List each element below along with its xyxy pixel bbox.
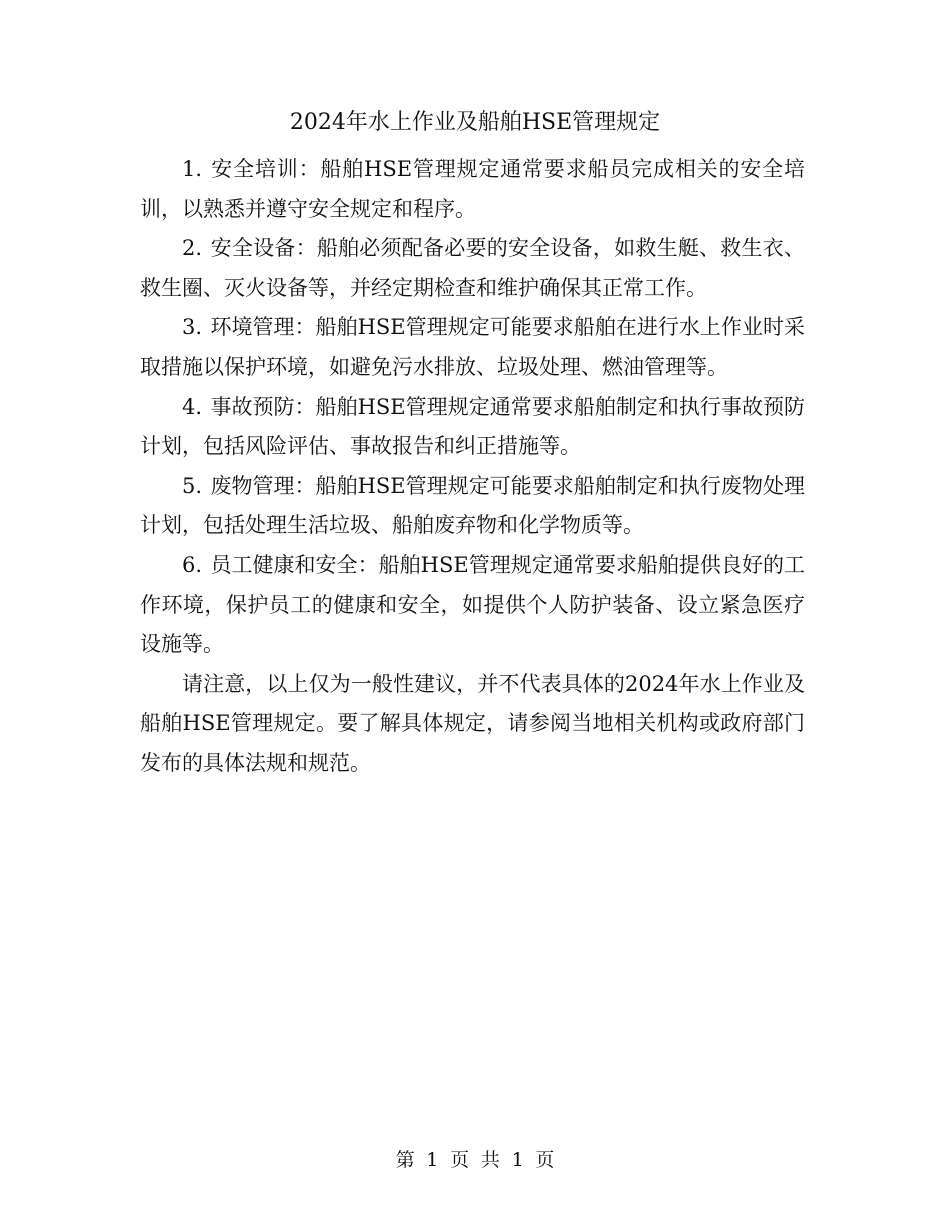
list-item-number: 5. [182,473,203,498]
list-item-number: 4. [182,394,203,419]
list-item-number: 2. [182,236,203,261]
document-title: 2024年水上作业及船舶HSE管理规定 [289,110,661,135]
list-item-text: 事故预防：船舶HSE管理规定通常要求船舶制定和执行事故预防计划，包括风险评估、事故报告和纠正措施等。 [140,394,805,459]
list-item-text: 环境管理：船舶HSE管理规定可能要求船舶在进行水上作业时采取措施以保护环境，如避免污水排放、垃圾处理、燃油管理等。 [140,315,805,379]
list-item-number: 1. [182,157,203,181]
page-number: 第 1 页 共 1 页 [395,1149,555,1171]
list-item-text: 员工健康和安全：船舶HSE管理规定通常要求船舶提供良好的工作环境，保护员工的健康和安全，如提供个人防护装备、设立紧急医疗设施等。 [140,552,805,657]
list-item-1 [140,150,805,229]
list-item-number: 3. [182,315,203,340]
list-item-text: 安全培训：船舶HSE管理规定通常要求船员完成相关的安全培训，以熟悉并遵守安全规定和程序。 [140,157,805,221]
list-item-5 [140,467,805,546]
list-item-2 [140,229,805,308]
list-item-number: 6. [182,552,203,577]
list-item-text: 安全设备：船舶必须配备必要的安全设备，如救生艇、救生衣、救生圈、灭火设备等，并经定期检查和维护确保其正常工作。 [140,236,805,300]
list-item-6 [140,546,805,665]
list-item-text: 废物管理：船舶HSE管理规定可能要求船舶制定和执行废物处理计划，包括处理生活垃圾、船舶废弃物和化学物质等。 [140,473,805,538]
closing-note: 请注意，以上仅为一般性建议，并不代表具体的2024年水上作业及船舶HSE管理规定。要了解具体规定，请参阅当地相关机构或政府部门发布的具体法规和规范。 [140,671,805,775]
document-body [140,150,805,784]
list-item-4 [140,388,805,467]
list-item-3 [140,308,805,387]
